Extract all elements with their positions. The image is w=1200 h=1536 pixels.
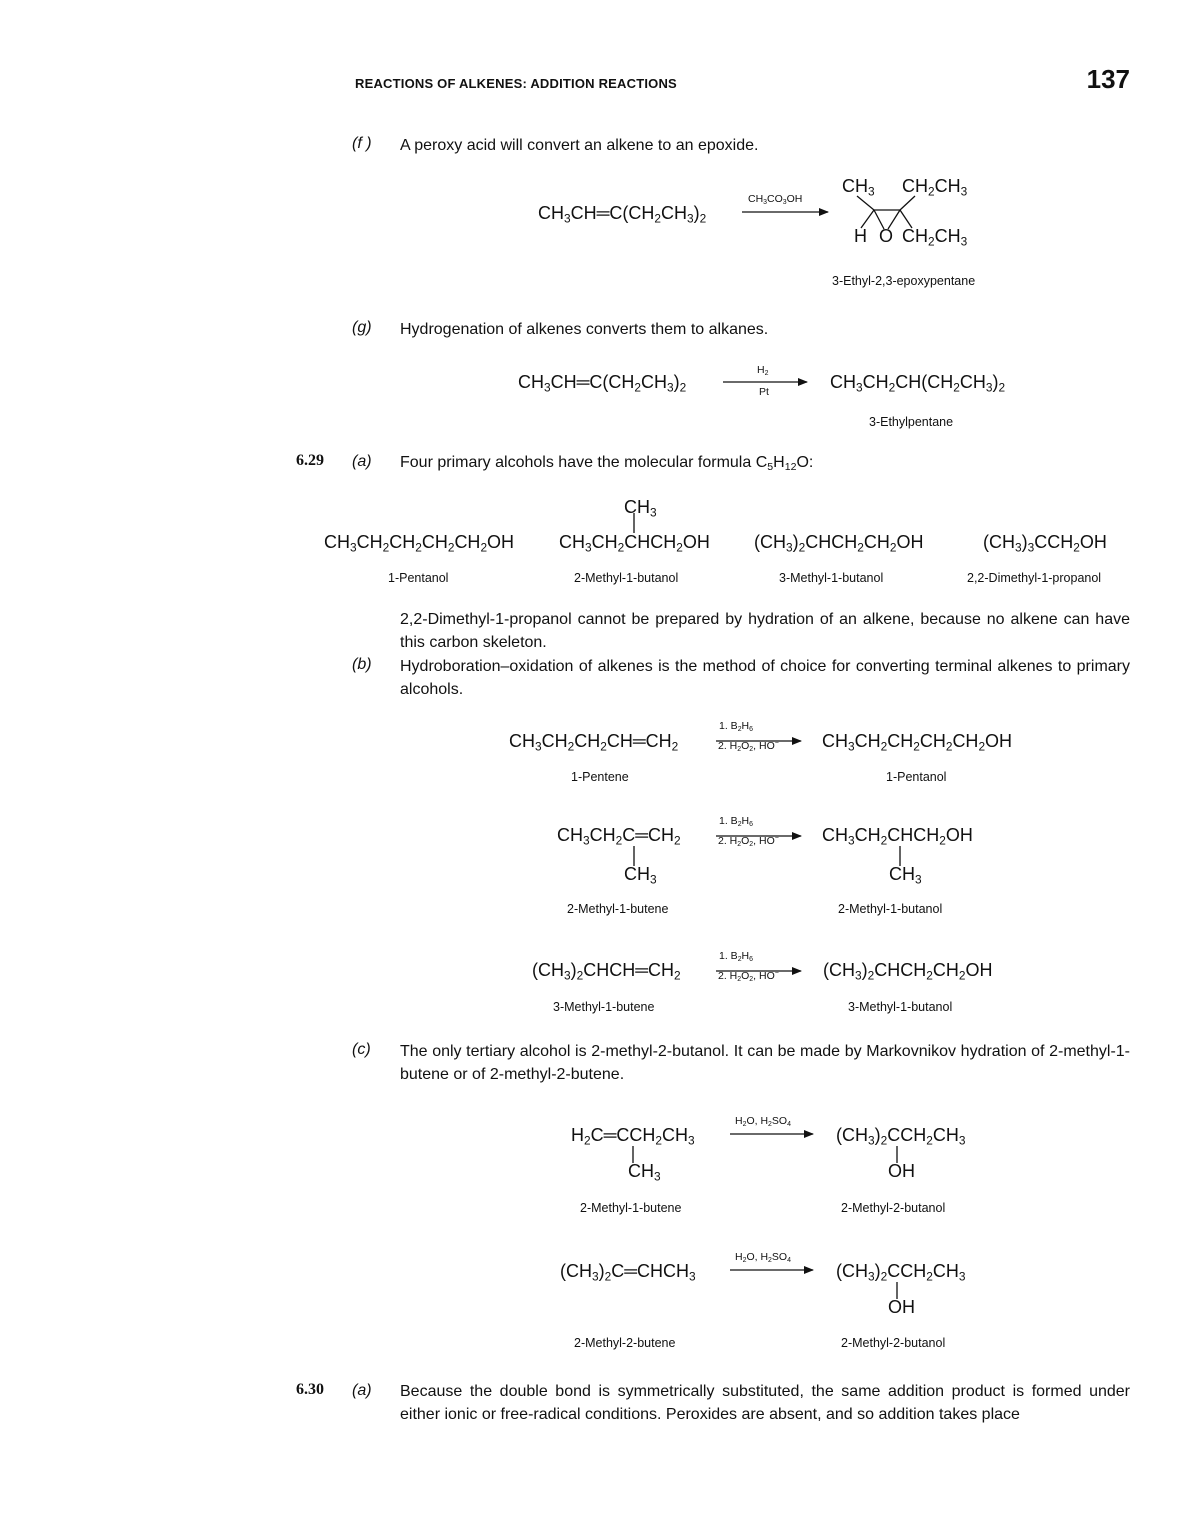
formula-1-pentanol: $CH_3CH_2CH_2CH_2CH_2OH$	[324, 532, 515, 555]
problem-number-630: 6.30	[296, 1381, 324, 1398]
c-reactant-name-1: 2-Methyl-1-butene	[580, 1201, 682, 1215]
b-product-name-3: 3-Methyl-1-butanol	[848, 1000, 953, 1014]
part-630a-text: Because the double bond is symmetrically substituted, the same addition product is formed under either ionic or free-radical conditions. Peroxides are absent, and so addition takes place	[400, 1383, 1130, 1423]
b-reactant-name-1: 1-Pentene	[571, 770, 629, 784]
reagent-peracetic-acid: $CH_3CO_3OH$	[748, 193, 803, 207]
formula-1-pentanol-product: $CH_3CH_2CH_2CH_2CH_2OH$	[822, 731, 1013, 754]
epoxide-ch2ch3-top: $CH_2CH_3$	[902, 176, 968, 199]
methyl-branch-2m1-butene: $CH_3$	[624, 864, 657, 887]
part-629c-text: The only tertiary alcohol is 2-methyl-2-butanol. It can be made by Markovnikov hydration of 2-methyl-1-butene or of 2-methyl-2-butene.	[400, 1043, 1130, 1083]
part-629a-label: (a)	[352, 453, 372, 470]
part-g-label: (g)	[352, 319, 372, 336]
formula-3-methyl-1-butene: $(CH_3)_2CHCH═CH_2$	[532, 960, 681, 983]
page-number: 137	[1086, 64, 1130, 94]
epoxide-ring	[857, 196, 915, 229]
alcohol-name-2: 2-Methyl-1-butanol	[574, 571, 679, 585]
c-reactant-name-2: 2-Methyl-2-butene	[574, 1336, 676, 1350]
part-g-text: Hydrogenation of alkenes converts them to alkanes.	[400, 321, 769, 338]
formula-3-methyl-1-butanol: $(CH_3)_2CHCH_2CH_2OH$	[754, 532, 924, 555]
formula-3-methyl-1-butanol-product: $(CH_3)_2CHCH_2CH_2OH$	[823, 960, 993, 983]
product-name-g: 3-Ethylpentane	[869, 415, 954, 429]
reagent-b2h6-2: 1. $B_2H_6$	[719, 815, 753, 829]
methyl-branch-2m1-butanol: $CH_3$	[889, 864, 922, 887]
part-630a-label: (a)	[352, 1382, 372, 1399]
c-product-name-2: 2-Methyl-2-butanol	[841, 1336, 946, 1350]
b-product-name-2: 2-Methyl-1-butanol	[838, 902, 943, 916]
oh-branch-c1: OH	[888, 1161, 915, 1181]
reagent-pt: Pt	[759, 386, 769, 398]
reagent-h2so4-2: $H_2O$, $H_2SO_4$	[735, 1251, 791, 1265]
part-f-label: (f )	[352, 135, 372, 152]
part-629a-note: 2,2-Dimethyl-1-propanol cannot be prepared by hydration of an alkene, because no alkene can have this carbon skeleton.	[400, 611, 1130, 651]
epoxide-ch3: $CH_3$	[842, 176, 875, 199]
part-629b-label: (b)	[352, 656, 372, 673]
alcohol-name-3: 3-Methyl-1-butanol	[779, 571, 884, 585]
part-629c-label: (c)	[352, 1041, 371, 1058]
alcohol-name-4: 2,2-Dimethyl-1-propanol	[967, 571, 1102, 585]
formula-2-2-dimethyl-1-propanol: $(CH_3)_3CCH_2OH$	[983, 532, 1107, 555]
b-reactant-name-2: 2-Methyl-1-butene	[567, 902, 669, 916]
methyl-branch-c1: $CH_3$	[628, 1161, 661, 1184]
b-product-name-1: 1-Pentanol	[886, 770, 947, 784]
formula-c-reactant-2: $(CH_3)_2C═CHCH_3$	[560, 1261, 696, 1284]
problem-number-629: 6.29	[296, 452, 324, 469]
c-product-name-1: 2-Methyl-2-butanol	[841, 1201, 946, 1215]
reagent-h2o2-1: 2. $H_2O_2$, HO−	[718, 739, 779, 754]
reagent-h2: $H_2$	[757, 364, 769, 378]
part-629a-text: Four primary alcohols have the molecular formula $C_5H_{12}O$:	[400, 454, 814, 474]
formula-2-methyl-1-butanol-product: $CH_3CH_2CHCH_2OH$	[822, 825, 973, 848]
epoxide-ch2ch3-bottom: $CH_2CH_3$	[902, 226, 968, 249]
reagent-b2h6-3: 1. $B_2H_6$	[719, 950, 753, 964]
formula-1-pentene: $CH_3CH_2CH_2CH═CH_2$	[509, 731, 679, 754]
alcohol-name-1: 1-Pentanol	[388, 571, 449, 585]
part-629b-text: Hydroboration–oxidation of alkenes is the method of choice for converting terminal alkenes to primary alcohols.	[400, 658, 1130, 698]
reagent-h2so4-1: $H_2O$, $H_2SO_4$	[735, 1115, 791, 1129]
formula-c-product-1: $(CH_3)_2CCH_2CH_3$	[836, 1125, 966, 1148]
formula-f-reactant: $CH_3CH═C(CH_2CH_3)_2$	[538, 203, 707, 226]
product-name-f: 3-Ethyl-2,3-epoxypentane	[832, 274, 976, 288]
reagent-h2o2-3: 2. $H_2O_2$, HO−	[718, 969, 779, 984]
oh-branch-c2: OH	[888, 1297, 915, 1317]
reagent-h2o2-2: 2. $H_2O_2$, HO−	[718, 834, 779, 849]
formula-2-methyl-1-butanol: $CH_3CH_2CHCH_2OH$	[559, 532, 710, 555]
epoxide-h: H	[854, 226, 867, 246]
formula-c-reactant-1: $H_2C═CCH_2CH_3$	[571, 1125, 695, 1148]
formula-c-product-2: $(CH_3)_2CCH_2CH_3$	[836, 1261, 966, 1284]
formula-2-methyl-1-butene: $CH_3CH_2C═CH_2$	[557, 825, 681, 848]
running-header: REACTIONS OF ALKENES: ADDITION REACTIONS	[355, 76, 677, 91]
methyl-branch-2m1b: $CH_3$	[624, 497, 657, 520]
epoxide-o: O	[879, 226, 894, 246]
formula-g-reactant: $CH_3CH═C(CH_2CH_3)_2$	[518, 372, 687, 395]
formula-g-product: $CH_3CH_2CH(CH_2CH_3)_2$	[830, 372, 1006, 395]
b-reactant-name-3: 3-Methyl-1-butene	[553, 1000, 655, 1014]
part-f-text: A peroxy acid will convert an alkene to an epoxide.	[400, 137, 759, 154]
reagent-b2h6-1: 1. $B_2H_6$	[719, 720, 753, 734]
